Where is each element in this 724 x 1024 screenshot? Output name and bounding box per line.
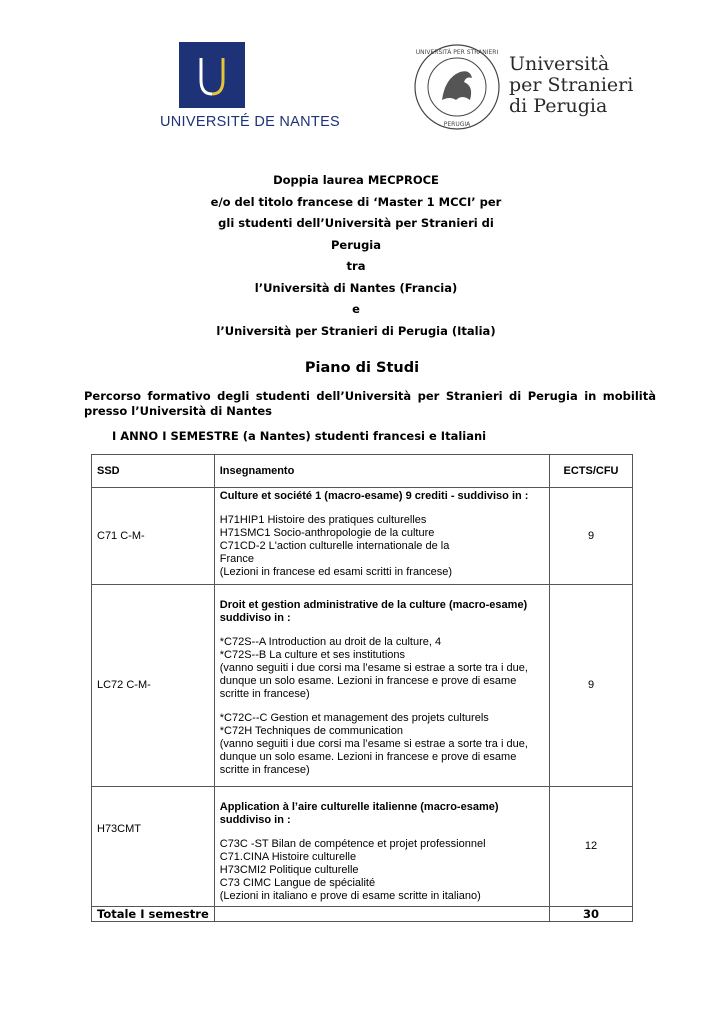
svg-text:UNIVERSITÀ PER STRANIERI: UNIVERSITÀ PER STRANIERI (415, 49, 499, 56)
course-line: C71CD-2 L'action culturelle internationale de la France (219, 540, 450, 565)
course-note: (Lezioni in italiano e prove di esame scritte in italiano) (219, 890, 481, 902)
header-ssd: SSD (92, 455, 215, 488)
header-line: Doppia laurea MECPROCE (273, 173, 439, 187)
universite-de-nantes-logo (160, 42, 341, 130)
header-line: tra (346, 259, 366, 273)
svg-text:PERUGIA: PERUGIA (443, 121, 471, 128)
table-row (92, 488, 633, 585)
total-value: 30 (550, 907, 633, 922)
table-row (92, 585, 633, 787)
study-plan-table (91, 454, 633, 922)
total-spacer (214, 907, 549, 922)
header-line: l’Università per Stranieri di Perugia (Italia) (216, 323, 496, 338)
course-line: *C72C--C Gestion et management des projets culturels (219, 712, 489, 724)
header-line: e (352, 302, 360, 316)
header-line: e/o del titolo francese di ‘Master 1 MCCI’ per (210, 194, 502, 209)
course-note: (Lezioni in francese ed esami scritti in francese) (219, 566, 453, 578)
header-ects: ECTS/CFU (550, 455, 633, 488)
ects-cell: 9 (550, 585, 633, 787)
header-line: l’Università di Nantes (Francia) (254, 280, 458, 295)
total-label: Totale I semestre (92, 907, 215, 922)
course-line: *C72S--B La culture et ses institutions (219, 649, 406, 661)
perugia-seal-icon (412, 42, 502, 132)
ssd-cell: LC72 C-M- (92, 585, 215, 787)
page-title: Piano di Studi (304, 360, 420, 376)
ssd-cell: C71 C-M- (92, 488, 215, 585)
perugia-name: Università per Stranieri di Perugia (509, 53, 634, 117)
title-block (120, 170, 592, 342)
course-note: (vanno seguiti i due corsi ma l’esame si estrae a sorte tra i due, dunque un solo esame. Lezioni in francese e prove di esame scritte in francese) (219, 738, 528, 776)
course-title: Application à l’aire culturelle italienne (macro-esame) suddiviso in : (219, 801, 499, 826)
course-line: H73CMI2 Politique culturelle (219, 864, 359, 876)
course-cell (214, 488, 549, 585)
course-line: *C72H Techniques de communication (219, 725, 403, 737)
course-cell (214, 787, 549, 907)
course-line: C73 CIMC Langue de spécialité (219, 877, 376, 889)
course-line: C71.CINA Histoire culturelle (219, 851, 357, 863)
ects-cell: 12 (550, 787, 633, 907)
total-row (92, 907, 633, 922)
ssd-cell: H73CMT (92, 787, 215, 907)
nantes-name: UNIVERSITÉ DE NANTES (160, 114, 341, 130)
semester-heading: I ANNO I SEMESTRE (a Nantes) studenti francesi e Italiani (112, 429, 487, 443)
table-row (92, 787, 633, 907)
ects-cell: 9 (550, 488, 633, 585)
course-cell (214, 585, 549, 787)
course-title: Culture et société 1 (macro-esame) 9 crediti - suddiviso in : (219, 490, 529, 502)
course-note: (vanno seguiti i due corsi ma l’esame si estrae a sorte tra i due, dunque un solo esame. Lezioni in francese e prove di esame scritte in francese) (219, 662, 528, 700)
course-line: H71HIP1 Histoire des pratiques culturelles (219, 514, 427, 526)
universita-per-stranieri-perugia-logo (412, 42, 632, 132)
course-title: Droit et gestion administrative de la culture (macro-esame) suddiviso in : (219, 599, 528, 624)
intro-paragraph: Percorso formativo degli studenti dell’Università per Stranieri di Perugia in mobilità presso l’Università di Nantes (84, 389, 656, 418)
nantes-emblem-icon (179, 42, 245, 108)
header-line: Perugia (330, 237, 382, 252)
header-insegnamento: Insegnamento (214, 455, 549, 488)
course-line: C73C -ST Bilan de compétence et projet professionnel (219, 838, 486, 850)
header-line: gli studenti dell’Università per Stranieri di (218, 216, 494, 230)
course-line: H71SMC1 Socio-anthropologie de la culture (219, 527, 435, 539)
table-header-row (92, 455, 633, 488)
course-line: *C72S--A Introduction au droit de la culture, 4 (219, 636, 442, 648)
